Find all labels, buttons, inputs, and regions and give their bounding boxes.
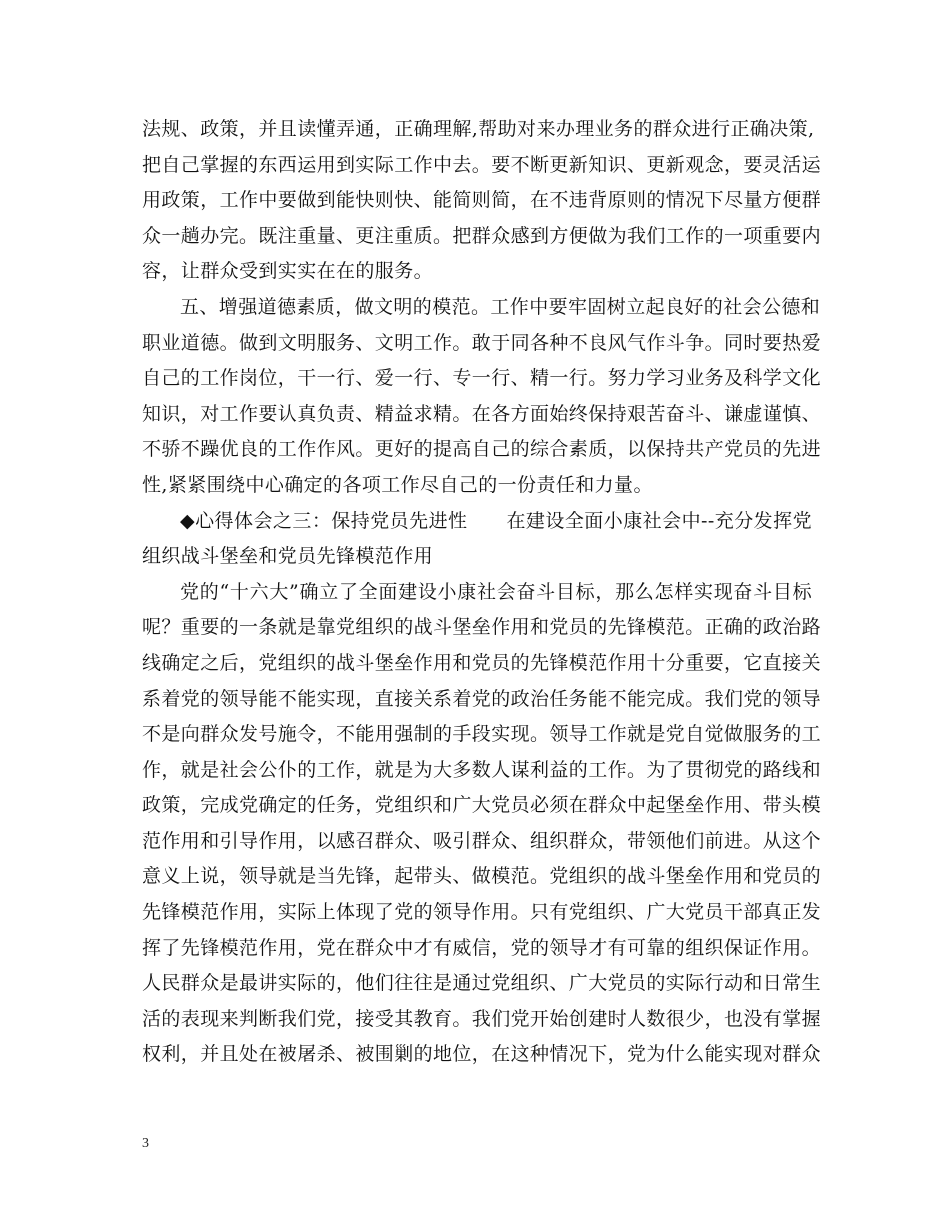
- section-heading-line: 组织战斗堡垒和党员先锋模范作用: [142, 545, 434, 568]
- text-line: 呢？重要的一条就是靠党组织的战斗堡垒作用和党员的先锋模范。正确的政治路: [142, 616, 822, 639]
- text-line: 系着党的领导能不能实现，直接关系着党的政治任务能不能完成。我们党的领导: [142, 687, 822, 710]
- text-line: 性,紧紧围绕中心确定的各项工作尽自己的一份责任和力量。: [142, 473, 653, 496]
- text-line: 范作用和引导作用，以感召群众、吸引群众、组织群众，带领他们前进。从这个: [142, 829, 822, 852]
- text-line: 人民群众是最讲实际的，他们往往是通过党组织、广大党员的实际行动和日常生: [142, 972, 822, 995]
- page-number: 3: [142, 1136, 149, 1151]
- text-line: 职业道德。做到文明服务、文明工作。敢于同各种不良风气作斗争。同时要热爱: [142, 331, 822, 354]
- document-body: [142, 112, 822, 1073]
- text-line: 政策，完成党确定的任务，党组织和广大党员必须在群众中起堡垒作用、带头模: [142, 794, 822, 817]
- text-line: 五、增强道德素质，做文明的模范。工作中要牢固树立起良好的社会公德和: [180, 295, 821, 318]
- text-line: 不是向群众发号施令，不能用强制的手段实现。领导工作就是党自觉做服务的工: [142, 723, 822, 746]
- text-line: 活的表现来判断我们党，接受其教育。我们党开始创建时人数很少，也没有掌握: [142, 1007, 822, 1030]
- text-line: 容，让群众受到实实在在的服务。: [142, 260, 434, 283]
- text-line: 线确定之后，党组织的战斗堡垒作用和党员的先锋模范作用十分重要，它直接关: [142, 651, 822, 674]
- text-line: 把自己掌握的东西运用到实际工作中去。要不断更新知识、更新观念，要灵活运: [142, 153, 822, 176]
- text-line: 先锋模范作用，实际上体现了党的领导作用。只有党组织、广大党员干部真正发: [142, 901, 822, 924]
- text-line: 权利，并且处在被屠杀、被围剿的地位，在这种情况下，党为什么能实现对群众: [142, 1043, 822, 1066]
- text-line: 众一趟办完。既注重量、更注重质。把群众感到方便做为我们工作的一项重要内: [142, 224, 822, 247]
- text-line: 挥了先锋模范作用，党在群众中才有威信，党的领导才有可靠的组织保证作用。: [142, 936, 822, 959]
- text-line: 自己的工作岗位，干一行、爱一行、专一行、精一行。努力学习业务及科学文化: [142, 367, 822, 390]
- text-line: 不骄不躁优良的工作作风。更好的提高自己的综合素质，以保持共产党员的先进: [142, 438, 822, 461]
- text-line: 意义上说，领导就是当先锋，起带头、做模范。党组织的战斗堡垒作用和党员的: [142, 865, 822, 888]
- text-line: 知识，对工作要认真负责、精益求精。在各方面始终保持艰苦奋斗、谦虚谨慎、: [142, 402, 822, 425]
- text-line: 作，就是社会公仆的工作，就是为大多数人谋利益的工作。为了贯彻党的路线和: [142, 758, 822, 781]
- text-line: 用政策，工作中要做到能快则快、能简则简，在不违背原则的情况下尽量方便群: [142, 189, 822, 212]
- text-line: 党的“十六大”确立了全面建设小康社会奋斗目标，那么怎样实现奋斗目标: [180, 580, 812, 603]
- section-heading-line: ◆心得体会之三：保持党员先进性 在建设全面小康社会中--充分发挥党: [180, 509, 812, 532]
- text-line: 法规、政策，并且读懂弄通，正确理解,帮助对来办理业务的群众进行正确决策,: [142, 118, 815, 140]
